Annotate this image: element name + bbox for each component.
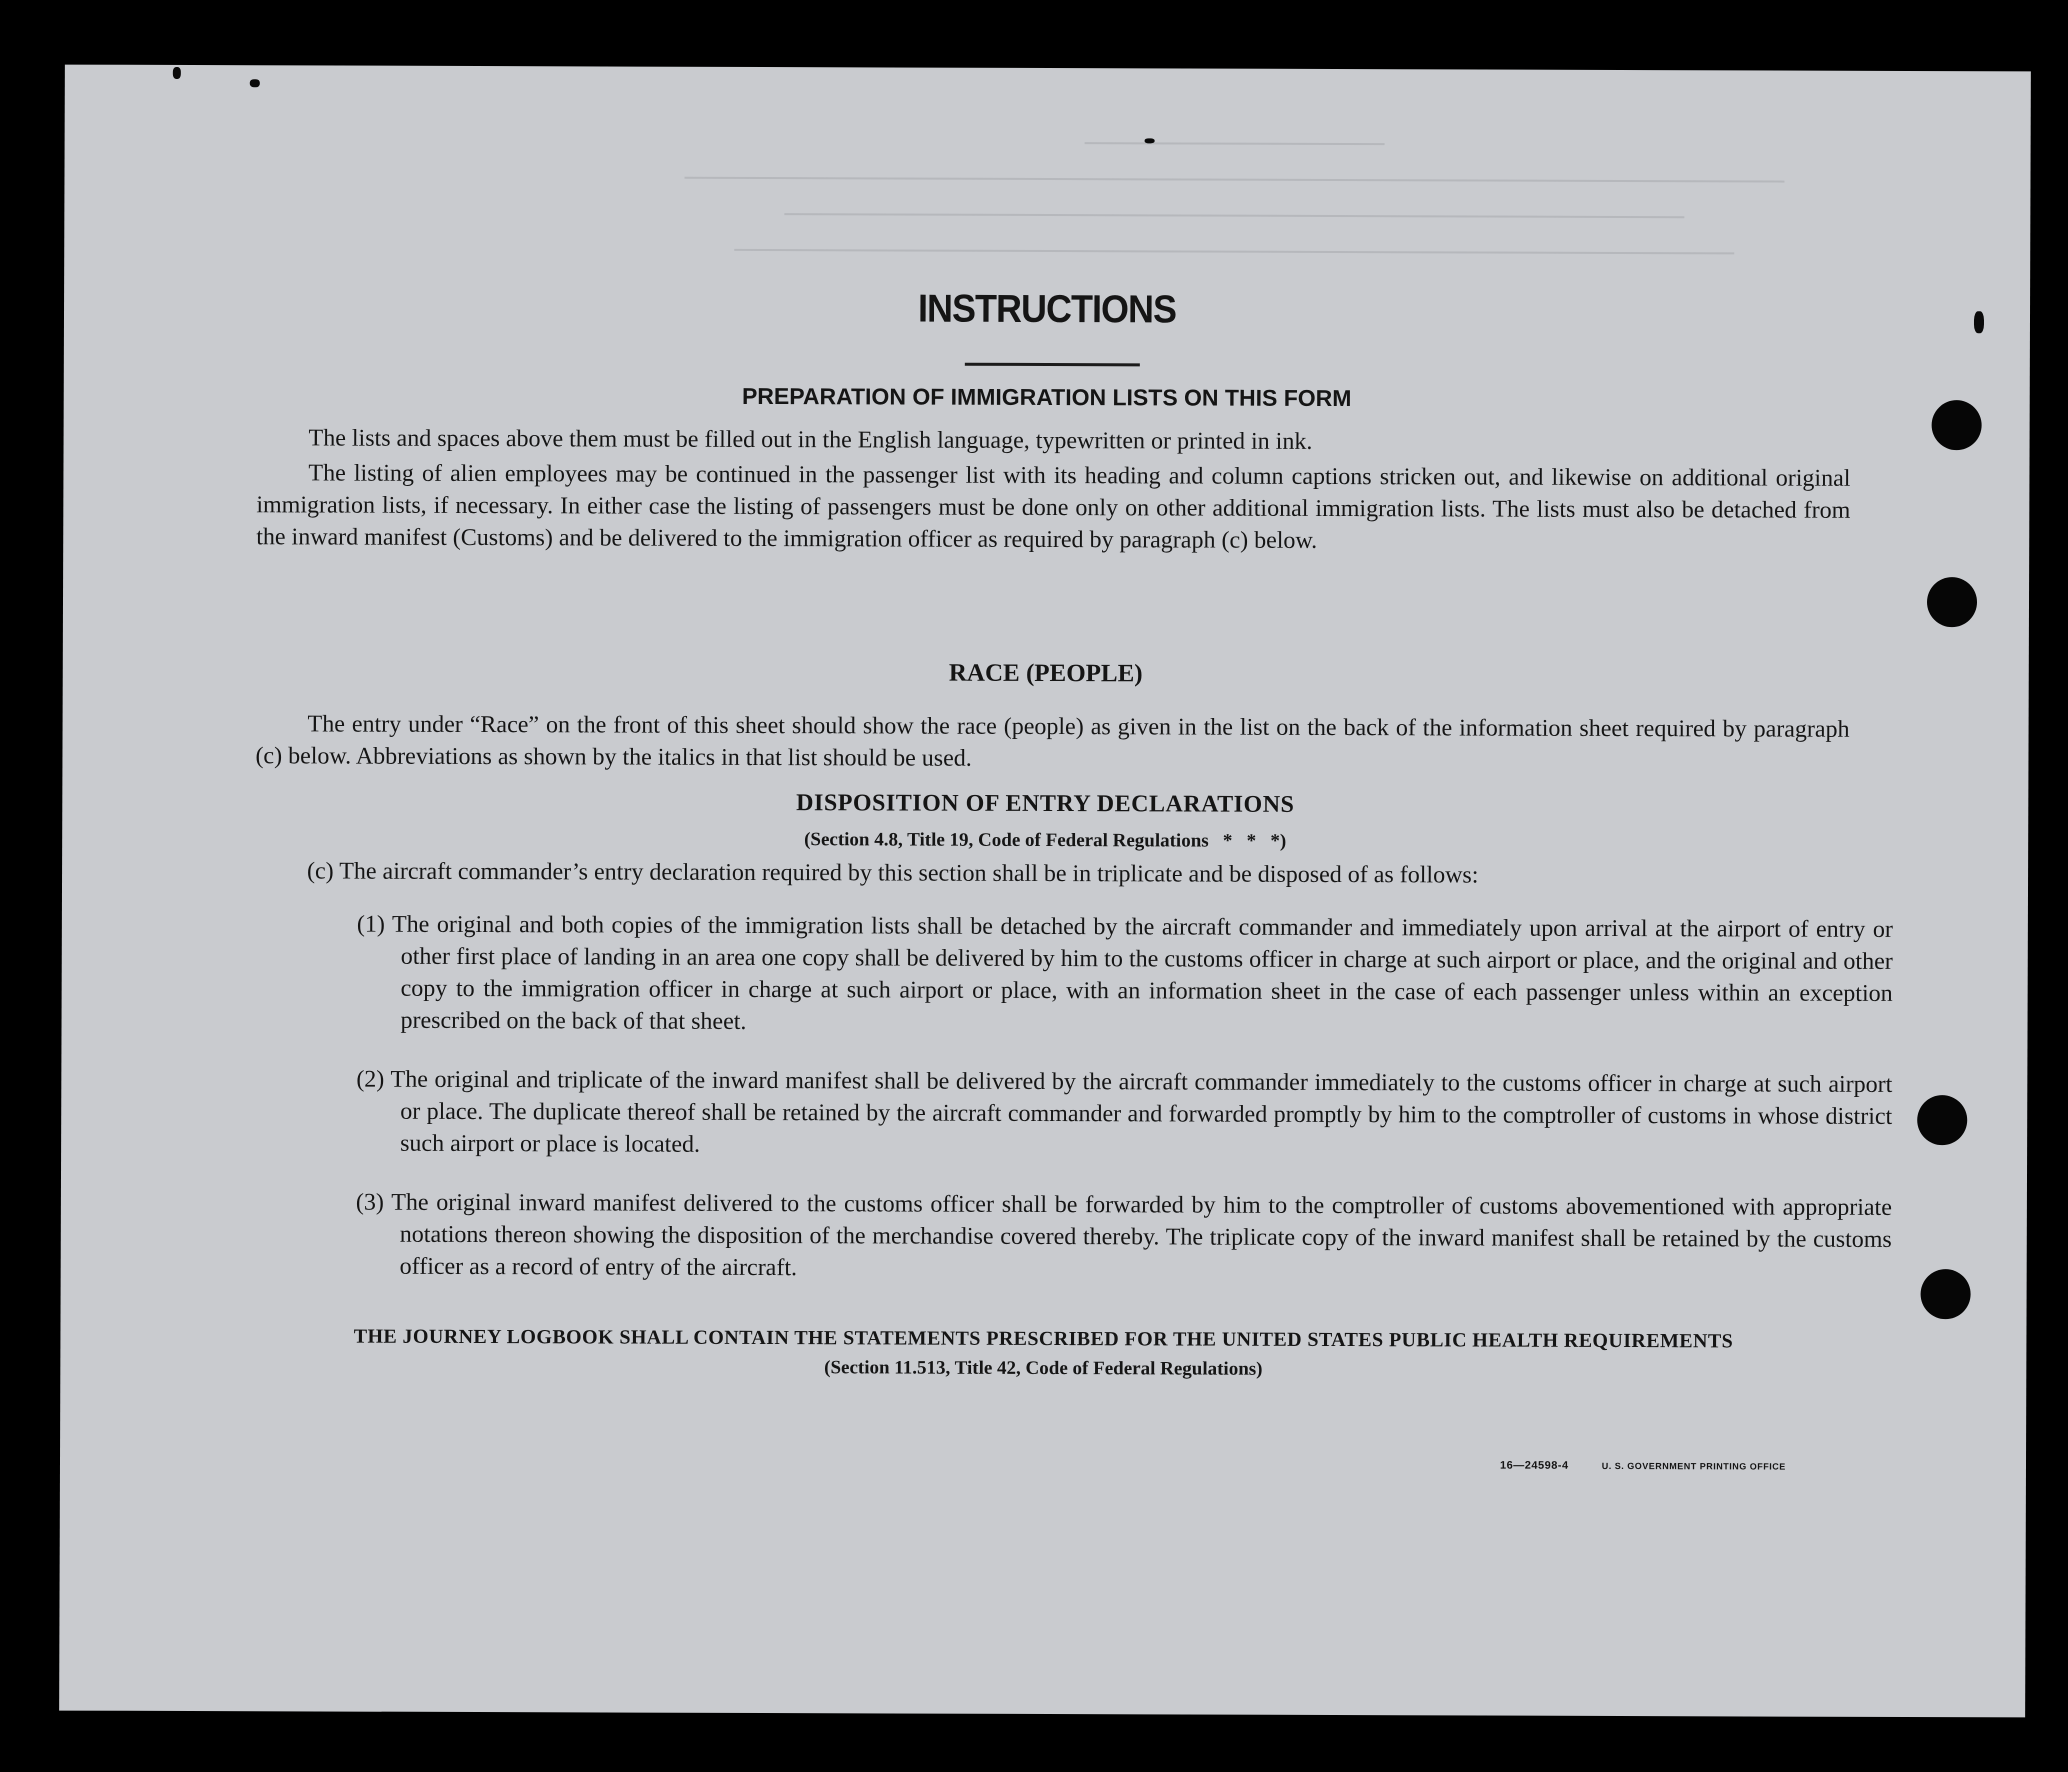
public-health-statement: THE JOURNEY LOGBOOK SHALL CONTAIN THE STATEMENTS PRESCRIBED FOR THE UNITED STATES PUBLIC HEALTH REQUIREMENTS: [353, 1325, 1734, 1353]
list-item: (3) The original inward manifest delivered to the customs officer shall be forwarded by him to the comptroller of customs abovementioned with appropriate notations thereon showing the disposition of the merchandise covered thereby. The triplicate copy of the inward manifest shall be retained by the customs officer as a record of entry of the aircraft.: [355, 1189, 1892, 1282]
paragraph-c-intro: (c) The aircraft commander’s entry declaration required by this section shall be in triplicate and be disposed of as follows:: [307, 858, 1479, 889]
list-item: (2) The original and triplicate of the inward manifest shall be delivered by the aircraft commander immediately to the customs officer in charge at such airport or place. The duplicate thereof shall be retained by the aircraft commander and forwarded promptly by him to the comptroller of customs in whose district such airport or place is located.: [356, 1066, 1893, 1158]
dirt-speck: [1974, 311, 1984, 333]
punch-hole: [1921, 1269, 1971, 1319]
form-number: 16—24598-4: [1499, 1459, 1569, 1472]
section-heading-disposition: DISPOSITION OF ENTRY DECLARATIONS: [796, 790, 1295, 818]
paragraph-race: The entry under “Race” on the front of this sheet should show the race (people) as given in the list on the back of the information sheet required by paragraph (c) below. Abbreviations as shown by the italics in that list should be used.: [255, 711, 1850, 772]
section-heading-immigration-lists: PREPARATION OF IMMIGRATION LISTS ON THIS FORM: [741, 382, 1352, 412]
section-heading-race: RACE (PEOPLE): [948, 659, 1143, 688]
dirt-speck: [1145, 138, 1155, 143]
punch-hole: [1917, 1095, 1967, 1145]
dirt-speck: [250, 79, 260, 87]
paragraph-language: The lists and spaces above them must be filled out in the English language, typewritten or printed in ink.: [308, 425, 1313, 455]
printer-name: U. S. GOVERNMENT PRINTING OFFICE: [1601, 1460, 1786, 1472]
document-page: [59, 65, 2031, 1718]
public-health-citation: (Section 11.513, Title 42, Code of Federal Regulations): [824, 1357, 1263, 1380]
form-number-imprint: [1500, 1460, 1786, 1473]
page-title: INSTRUCTIONS: [917, 287, 1177, 332]
title-underline: [965, 363, 1140, 367]
dirt-speck: [173, 67, 181, 79]
list-item: (1) The original and both copies of the immigration lists shall be detached by the aircraft commander and immediately upon arrival at the airport of entry or other first place of landing in an area one copy shall be delivered by him to the customs officer in charge at such airport or place, and the original and other copy to the immigration officer in charge at such airport or place, with an information sheet in the case of each passenger unless within an exception prescribed on the back of that sheet.: [356, 911, 1893, 1035]
punch-hole: [1927, 577, 1977, 627]
section-citation: (Section 4.8, Title 19, Code of Federal Regulations * * *): [804, 829, 1287, 852]
bleed-through-ghost-text: [584, 106, 1885, 281]
paragraph-alien-employees: The listing of alien employees may be continued in the passenger list with its heading and column captions stricken out, and likewise on additional original immigration lists, if necessary. In either case the listing of passengers must be done only on other additional immigration lists. The lists must also be detached from the inward manifest (Customs) and be delivered to the immigration officer as required by paragraph (c) below.: [256, 460, 1851, 554]
